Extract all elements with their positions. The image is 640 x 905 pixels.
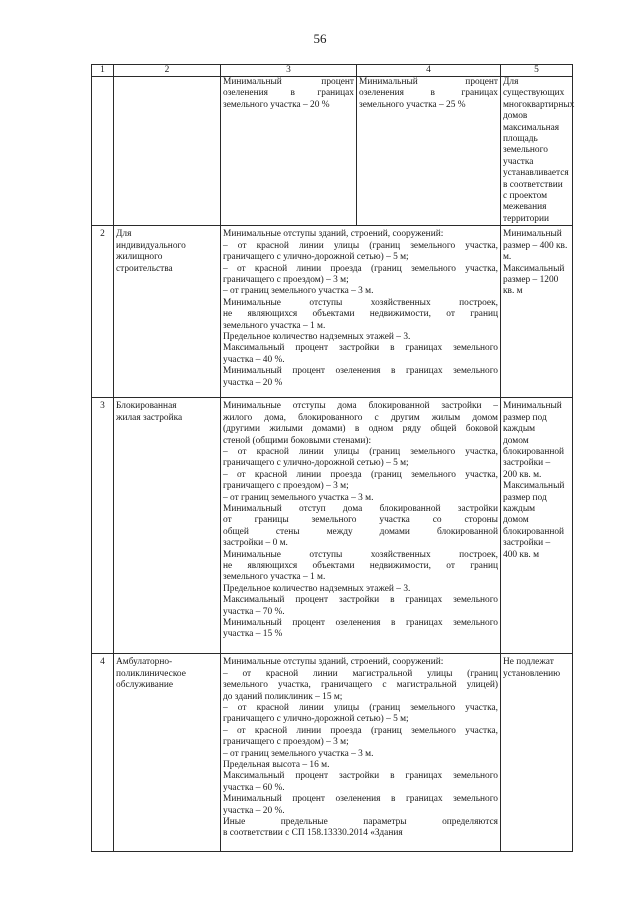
text-line: не являющихся объектами недвижимости, от границ — [223, 560, 498, 571]
text-line: граничащего с проездом) – 3 м; — [223, 737, 349, 748]
header-cell: 2 — [114, 65, 221, 77]
land-use-name — [114, 226, 221, 398]
text-line: Минимальные отступы дома блокированной застройки – — [223, 401, 498, 412]
text-line: жилая застройка — [116, 412, 183, 423]
text-line: стеной (общими боковыми стенами): — [223, 435, 372, 446]
text-line: Минимальные отступы хозяйственных построек, — [223, 549, 498, 560]
header-cell: 5 — [501, 65, 573, 77]
text-line: Максимальный — [503, 481, 565, 492]
building-parameters — [221, 398, 501, 654]
table-row — [92, 654, 573, 852]
text-line: озеленения в границах — [223, 88, 354, 99]
text-line: блокированной — [503, 526, 565, 537]
text-line: земельного участка – 20 % — [223, 99, 330, 110]
text-line: земельного участка – 1 м. — [223, 320, 326, 331]
text-line: – от границ земельного участка – 3 м. — [223, 492, 374, 503]
text-line: 400 кв. м — [503, 549, 540, 560]
text-line: от границы земельного участка со стороны — [223, 515, 498, 526]
text-line: Амбулаторно- — [116, 657, 173, 668]
text-line: установлению — [503, 668, 561, 679]
text-line: – от границ земельного участка – 3 м. — [223, 286, 374, 297]
text-line: участка – 40 %. — [223, 354, 285, 365]
text-line: Минимальные отступы хозяйственных построек, — [223, 297, 498, 308]
text-line: многоквартирных — [503, 99, 575, 110]
text-line: Минимальный процент озеленения в границах земельного — [223, 618, 498, 628]
text-line: максимальная — [503, 122, 560, 133]
text-line: жилищного — [116, 252, 163, 263]
text-line: – от красной линии улицы (границ земельного участка, — [223, 240, 498, 251]
text-line: Минимальные отступы зданий, строений, сооружений: — [223, 657, 444, 668]
text-line: 200 кв. м. — [503, 469, 542, 480]
row-number-cell — [92, 77, 114, 226]
text-line: Минимальный процент — [223, 77, 354, 87]
text-line: (другими жилыми домами) в одном ряду общей боковой — [223, 424, 498, 435]
text-line: размер под каждым — [503, 492, 547, 514]
text-line: общей стены между домами блокированной — [223, 526, 498, 537]
text-line: не являющихся объектами недвижимости, от границ — [223, 309, 498, 320]
text-line: Минимальный процент озеленения в границах земельного — [223, 366, 498, 377]
text-line: участка — [503, 156, 534, 167]
params-cell-a — [221, 77, 357, 226]
text-line: Предельное количество надземных этажей – 3. — [223, 331, 411, 342]
header-cell: 3 — [221, 65, 357, 77]
text-line: с проектом — [503, 191, 548, 202]
text-line: межевания — [503, 202, 547, 213]
text-line: Максимальный — [503, 263, 565, 274]
text-line: Минимальный отступ дома блокированной застройки — [223, 503, 498, 514]
text-line: жилого дома, блокированного с другим жилым домом — [223, 412, 498, 423]
text-line: Предельное количество надземных этажей – 3. — [223, 583, 411, 594]
text-line: граничащего с проездом) – 3 м; — [223, 481, 349, 492]
text-line: домом — [503, 435, 529, 446]
text-line: участка – 15 % — [223, 629, 283, 640]
text-line: Блокированная — [116, 401, 177, 412]
table-row-continued — [92, 77, 573, 226]
text-line: – от красной линии магистральной улицы (границ — [223, 668, 498, 679]
text-line: в соответствии — [503, 179, 563, 190]
row-number: 3 — [92, 398, 114, 654]
table-header-row — [92, 65, 573, 77]
text-line: индивидуального — [116, 240, 186, 251]
text-line: Иные предельные параметры определяются — [223, 816, 498, 827]
text-line: Максимальный процент застройки в границах земельного — [223, 595, 498, 606]
text-line: Минимальный — [503, 229, 562, 240]
text-line: блокированной — [503, 446, 565, 457]
text-line: застройки – — [503, 458, 551, 469]
plot-size-limits — [501, 398, 573, 654]
text-line: участка – 20 % — [223, 377, 283, 388]
text-line: в соответствии с СП 158.13330.2014 «Здания — [223, 828, 403, 839]
text-line: – от красной линии улицы (границ земельного участка, — [223, 446, 498, 457]
text-line: – от границ земельного участка – 3 м. — [223, 748, 374, 759]
text-line: домов — [503, 111, 528, 122]
text-line: площадь земельного — [503, 134, 548, 156]
text-line: размер под каждым — [503, 412, 547, 435]
plot-size-limits — [501, 226, 573, 398]
text-line: участка – 20 %. — [223, 805, 285, 816]
params-cell-b — [357, 77, 501, 226]
land-use-cell — [114, 77, 221, 226]
text-line: территории — [503, 213, 550, 224]
plot-size-cell — [501, 77, 573, 226]
text-line: поликлиническое — [116, 668, 186, 679]
text-line: домом — [503, 515, 529, 526]
text-line: до зданий поликлиник – 15 м; — [223, 691, 343, 702]
text-line: – от красной линии проезда (границ земельного участка, — [223, 263, 498, 274]
text-line: Минимальный процент озеленения в границах земельного — [223, 794, 498, 805]
text-line: строительства — [116, 263, 173, 274]
text-line: – от красной линии улицы (границ земельного участка, — [223, 702, 498, 713]
text-line: размер – 400 кв. м. — [503, 240, 568, 263]
land-use-name — [114, 654, 221, 852]
row-number: 2 — [92, 226, 114, 398]
header-cell: 1 — [92, 65, 114, 77]
land-use-name — [114, 398, 221, 654]
text-line: граничащего с улично-дорожной сетью) – 5 м; — [223, 458, 409, 469]
table-row — [92, 398, 573, 654]
text-line: граничащего с улично-дорожной сетью) – 5 м; — [223, 714, 409, 725]
table-row — [92, 226, 573, 398]
building-parameters — [221, 226, 501, 398]
row-number: 4 — [92, 654, 114, 852]
text-line: граничащего с проездом) – 3 м; — [223, 274, 349, 285]
building-parameters — [221, 654, 501, 852]
text-line: размер – 1200 кв. м — [503, 274, 559, 297]
text-line: Минимальные отступы зданий, строений, сооружений: — [223, 229, 444, 240]
text-line: Предельная высота – 16 м. — [223, 759, 330, 770]
text-line: обслуживание — [116, 680, 174, 691]
text-line: устанавливается — [503, 168, 569, 179]
header-cell: 4 — [357, 65, 501, 77]
text-line: озеленения в границах — [359, 88, 498, 99]
text-line: земельного участка – 25 % — [359, 99, 466, 110]
text-line: Минимальный процент — [359, 77, 498, 87]
text-line: земельного участка – 1 м. — [223, 572, 326, 583]
regulations-table — [91, 64, 573, 852]
text-line: – от красной линии проезда (границ земельного участка, — [223, 469, 498, 480]
text-line: Максимальный процент застройки в границах земельного — [223, 771, 498, 782]
text-line: участка – 70 %. — [223, 606, 285, 617]
text-line: застройки – — [503, 538, 551, 549]
text-line: участка – 60 %. — [223, 782, 285, 793]
text-line: Для существующих — [503, 77, 565, 99]
text-line: земельного участка, граничащего с магистральной улицей) — [223, 680, 498, 691]
text-line: Не подлежат — [503, 657, 554, 668]
plot-size-limits — [501, 654, 573, 852]
text-line: Для — [116, 229, 132, 240]
page-number: 56 — [313, 31, 327, 46]
text-line: граничащего с улично-дорожной сетью) – 5 м; — [223, 252, 409, 263]
text-line: Минимальный — [503, 401, 562, 412]
text-line: – от красной линии проезда (границ земельного участка, — [223, 725, 498, 736]
text-line: застройки – 0 м. — [223, 538, 288, 549]
text-line: Максимальный процент застройки в границах земельного — [223, 343, 498, 354]
